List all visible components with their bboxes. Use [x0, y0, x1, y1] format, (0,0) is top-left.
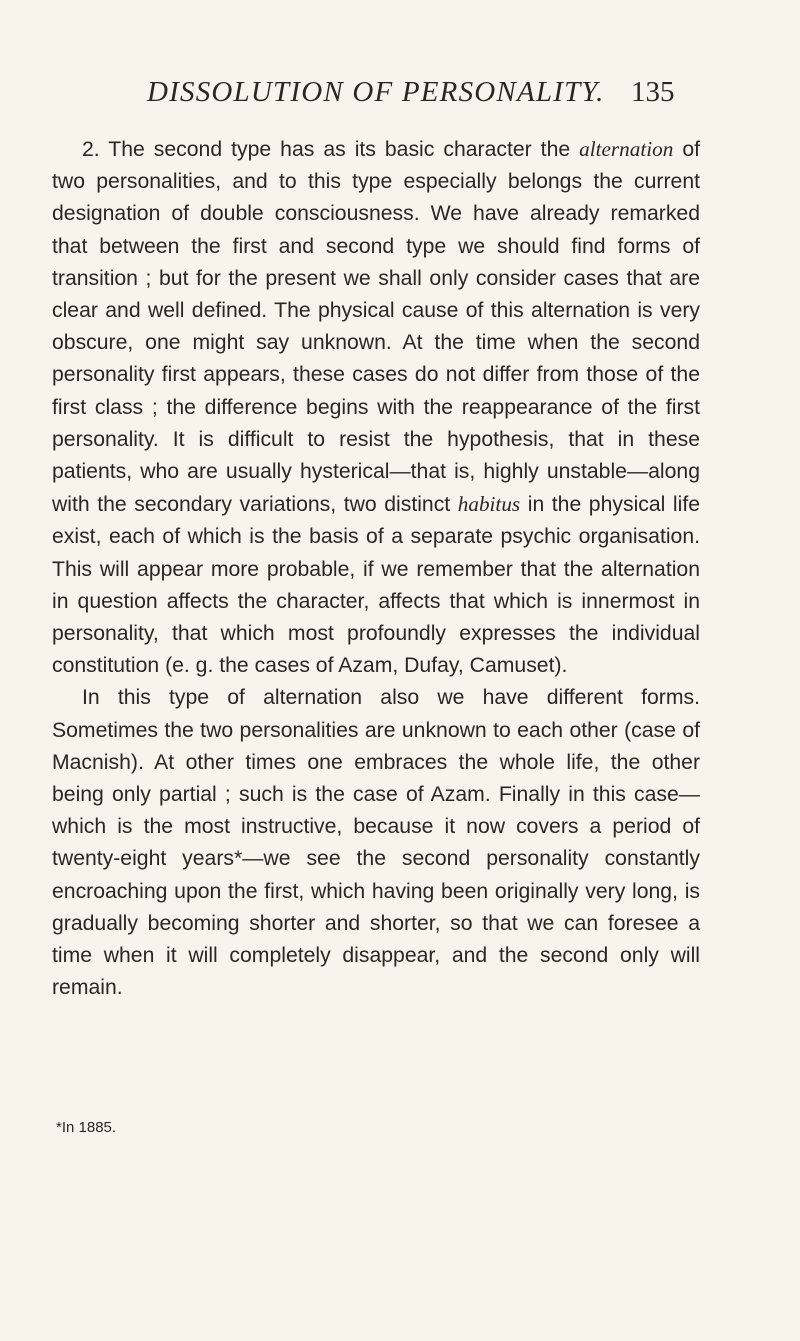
body-text	[52, 133, 700, 1004]
paragraph1-tail: in the physical life exist, each of which is the basis of a separate psychic organisation. This will appear more probable, if we remember that the alternation in question affects the character, affects that which is innermost in personality, that which most profoundly expresses the individual constitution (e. g. the cases of Azam, Dufay, Camuset).	[52, 493, 701, 678]
running-title: DISSOLUTION OF PERSONALITY.	[147, 76, 605, 108]
page-header	[0, 76, 800, 116]
paragraph1-mid: of two personalities, and to this type especially belongs the current designation of double consciousness. We have already remarked that between the first and second type we should find forms of transition ; but for the present we shall only consider cases that are clear and well defined. The physical cause of this alternation is very obscure, one might say unknown. At the time when the second personality first appears, these cases do not differ from those of the first class ; the difference begins with the reappearance of the first personality. It is difficult to resist the hypothesis, that in these patients, who are usually hysterical—that is, highly unstable—along with the secondary variations, two distinct	[52, 138, 700, 517]
page-number: 135	[631, 76, 675, 108]
paragraph1-lead: 2. The second type has as its basic character the	[82, 138, 580, 161]
footnote: *In 1885.	[56, 1119, 117, 1136]
emphasis-habitus: habitus	[457, 492, 521, 517]
paragraph-alternation-forms: In this type of alternation also we have different forms. Sometimes the two personalities are unknown to each other (case of Macnish). At other times one embraces the whole life, the other being only partial ; such is the case of Azam. Finally in this case—which is the most instructive, because it now covers a period of twenty-eight years*—we see the second personality constantly encroaching upon the first, which having been originally very long, is gradually becoming shorter and shorter, so that we can foresee a time when it will completely disappear, and the second only will remain.	[52, 686, 700, 1000]
paragraph-alternation-type	[52, 133, 700, 682]
emphasis-alternation: alternation	[579, 137, 674, 161]
